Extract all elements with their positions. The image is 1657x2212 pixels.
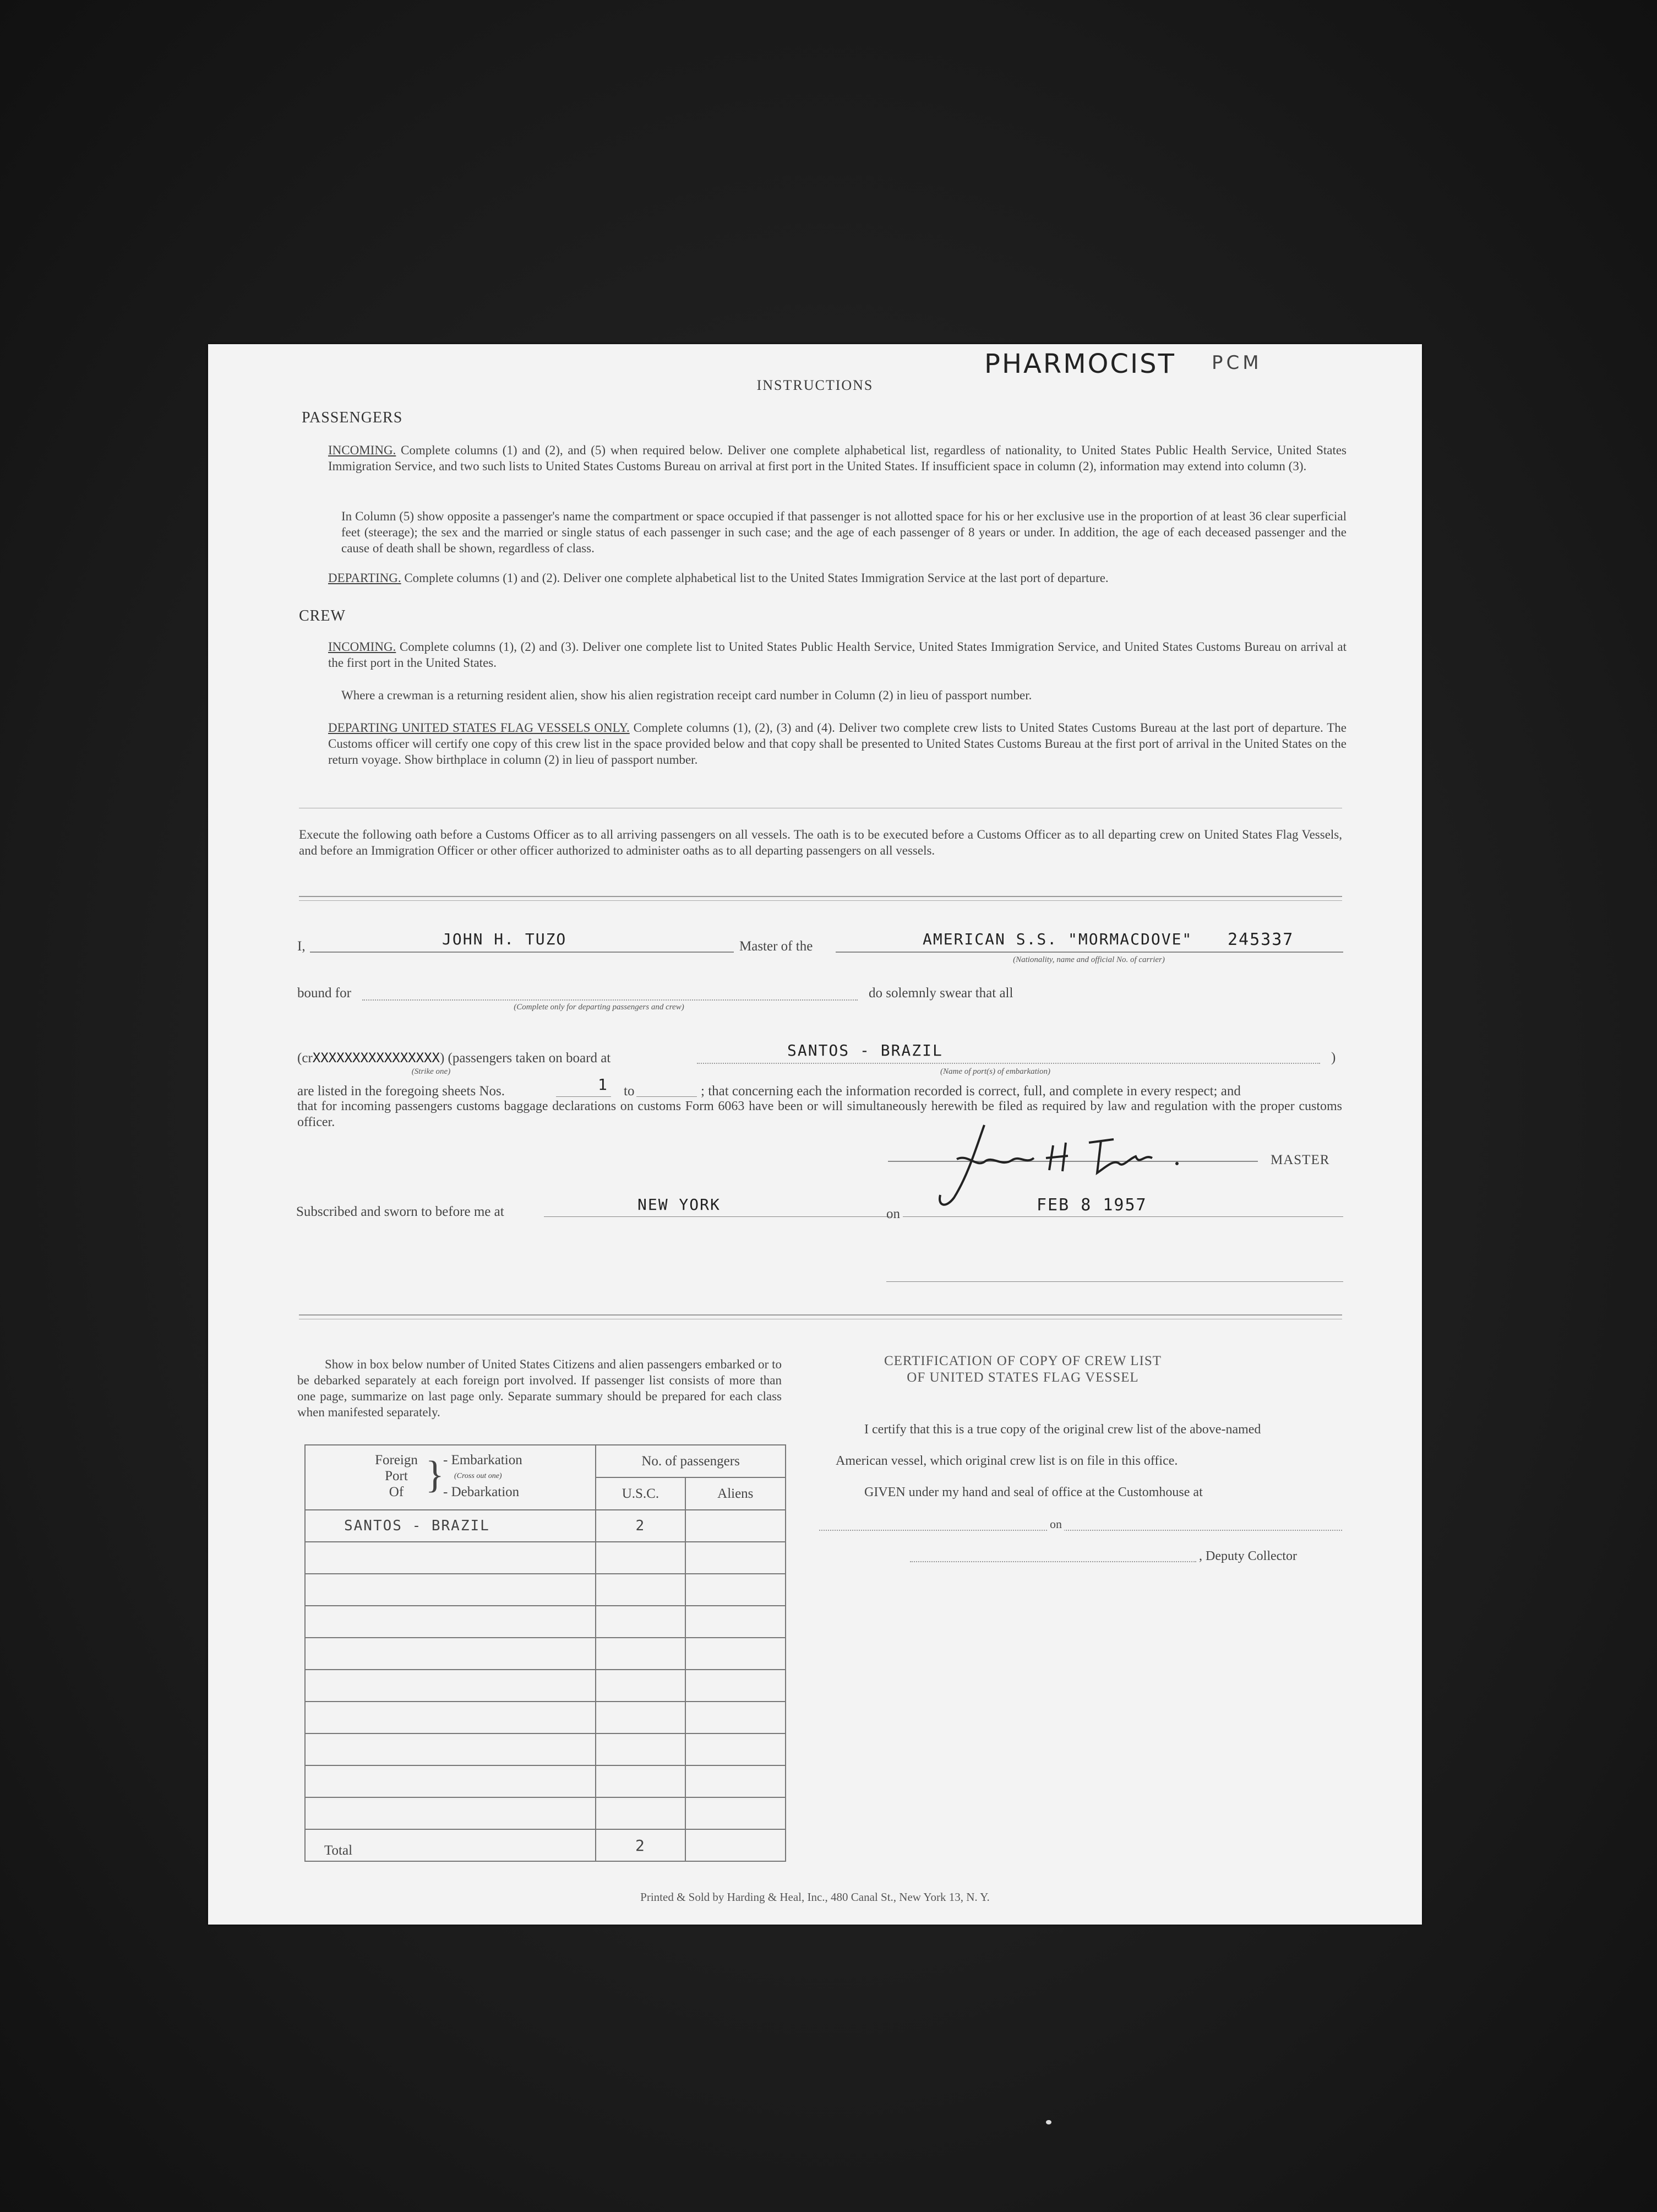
crew-incoming-paragraph <box>328 639 1347 671</box>
cert-on-label: on <box>1048 1517 1064 1531</box>
master-label: MASTER <box>1271 1153 1330 1167</box>
crew-passengers-line <box>297 1050 611 1066</box>
embarkation-label: - Embarkation <box>443 1453 522 1468</box>
port-cell <box>305 1733 596 1765</box>
aliens-cell <box>685 1510 786 1542</box>
scan-speck <box>1046 2120 1051 2124</box>
certification-title <box>803 1353 1243 1386</box>
port-label: Port <box>385 1469 408 1483</box>
total-aliens <box>685 1829 786 1861</box>
column5-paragraph: In Column (5) show opposite a passenger's name the compartment or space occupied if that passenger is not allotted space for his or her exclusive use in the proportion of at least 36 clear superficial feet (steerage); the sex and the married or single status of each passenger in such case; and the age of each passenger of 8 years or under. In addition, the age of each deceased passenger and the cause of death shall be shown, regardless of class. <box>341 509 1347 555</box>
closing-paren: ) <box>1331 1050 1336 1065</box>
listed-text-3: that for incoming passengers customs baggage declarations on customs Form 6063 have been or will simultaneously herewith be filed as required by law and regulation with the proper customs officer. <box>297 1099 1342 1129</box>
port-cell <box>305 1670 596 1702</box>
foreign-label: Foreign <box>375 1453 418 1468</box>
flag-vessels-paragraph <box>328 720 1347 768</box>
customhouse-line <box>819 1530 1342 1531</box>
total-row <box>305 1829 786 1861</box>
table-row <box>305 1542 786 1574</box>
sworn-date-line <box>903 1216 1343 1217</box>
passengers-incoming-paragraph <box>328 442 1347 474</box>
no-of-passengers-header: No. of passengers <box>596 1445 786 1477</box>
aliens-cell <box>685 1542 786 1574</box>
aliens-cell <box>685 1765 786 1797</box>
debarkation-label: - Debarkation <box>443 1485 520 1499</box>
official-number: 245337 <box>1228 930 1294 949</box>
sworn-place-line <box>544 1216 891 1217</box>
flag-vessels-text: Complete columns (1), (2), (3) and (4). Deliver two complete crew lists to United States Customs Bureau at the last port of departure. The Customs officer will certify one copy of this crew list in the space provided below and that copy shall be presented to United States Customs Bureau at the first port of arrival in the United States on the return voyage. Show birthplace in column (2) in lieu of passport number. <box>328 721 1347 767</box>
certification-title-line1: CERTIFICATION OF COPY OF CREW LIST <box>884 1354 1162 1368</box>
usc-cell <box>596 1542 685 1574</box>
brace-icon: } <box>426 1454 444 1496</box>
i-label: I, <box>297 939 306 954</box>
table-row <box>305 1765 786 1797</box>
sheet-from-line <box>556 1096 611 1097</box>
port-cell <box>305 1797 596 1829</box>
crewman-paragraph: Where a crewman is a returning resident alien, show his alien registration receipt card number in Column (2) in lieu of passport number. <box>341 688 1032 702</box>
aliens-cell <box>685 1606 786 1638</box>
table-row <box>305 1670 786 1702</box>
vessel-name: AMERICAN S.S. "MORMACDOVE" <box>923 930 1193 948</box>
certification-title-line2: OF UNITED STATES FLAG VESSEL <box>907 1370 1139 1385</box>
incoming-label: INCOMING. <box>328 443 396 457</box>
embarkation-port-line <box>697 1063 1320 1064</box>
usc-cell <box>596 1574 685 1606</box>
table-row <box>305 1638 786 1670</box>
aliens-cell <box>685 1670 786 1702</box>
deputy-collector-line <box>910 1561 1196 1562</box>
summary-rows <box>305 1510 786 1829</box>
vessel-caption: (Nationality, name and official No. of carrier) <box>1013 955 1165 964</box>
instructions-title: INSTRUCTIONS <box>756 377 874 393</box>
aliens-cell <box>685 1702 786 1733</box>
handwritten-note: PHARMOCIST <box>984 349 1176 379</box>
port-cell <box>305 1542 596 1574</box>
crew-heading: CREW <box>299 607 346 624</box>
summary-instructions: Show in box below number of United States Citizens and alien passengers embarked or to be debarked separately at each foreign port involved. If passenger list consists of more than one page, summarize on last page only. Separate summary should be prepared for each class when manifested separately. <box>297 1357 782 1419</box>
printer-footer: Printed & Sold by Harding & Heal, Inc., 480 Canal St., New York 13, N. Y. <box>640 1890 990 1904</box>
incoming-text: Complete columns (1) and (2), and (5) when required below. Deliver one complete alphabetical list, regardless of nationality, to United States Public Health Service, United States Immigration Service, and two such lists to United States Customs Bureau on arrival at first port in the United States. If insufficient space in column (2), information may extend into column (3). <box>328 443 1347 473</box>
bound-for-caption: (Complete only for departing passengers and crew) <box>514 1003 684 1012</box>
aliens-cell <box>685 1574 786 1606</box>
aliens-cell <box>685 1733 786 1765</box>
deputy-collector-label: , Deputy Collector <box>1199 1549 1297 1563</box>
document-page <box>208 344 1422 1925</box>
officer-signature-line <box>886 1281 1343 1282</box>
listed-text-2: ; that concerning each the information recorded is correct, full, and complete in every respect; and <box>701 1084 1241 1099</box>
crew-struck-out: XXXXXXXXXXXXXXXX <box>312 1050 440 1066</box>
of-label: Of <box>389 1485 404 1499</box>
to-label: to <box>624 1084 635 1099</box>
usc-cell: 2 <box>596 1510 685 1542</box>
embarkation-port: SANTOS - BRAZIL <box>787 1041 943 1059</box>
section-rule-top <box>299 1314 1342 1316</box>
port-cell: SANTOS - BRAZIL <box>305 1510 596 1542</box>
bound-for-label: bound for <box>297 986 351 1001</box>
table-row <box>305 1733 786 1765</box>
port-cell <box>305 1574 596 1606</box>
usc-cell <box>596 1638 685 1670</box>
usc-cell <box>596 1733 685 1765</box>
subscribed-label: Subscribed and sworn to before me at <box>296 1204 504 1219</box>
table-row <box>305 1606 786 1638</box>
vessel-line <box>836 952 1343 953</box>
listed-text-1: are listed in the foregoing sheets Nos. <box>297 1084 505 1099</box>
table-row <box>305 1702 786 1733</box>
double-rule-bottom <box>299 900 1342 901</box>
table-row <box>305 1510 786 1542</box>
aliens-cell <box>685 1638 786 1670</box>
port-caption: (Name of port(s) of embarkation) <box>940 1067 1050 1076</box>
passengers-departing-paragraph <box>328 570 1347 586</box>
table-row <box>305 1574 786 1606</box>
port-cell <box>305 1765 596 1797</box>
oath-intro-paragraph: Execute the following oath before a Customs Officer as to all arriving passengers on all vessels. The oath is to be executed before a Customs Officer as to all departing crew on United States Flag Vessels, and before an Immigration Officer or other officer authorized to administer oaths as to all departing passengers on all vessels. <box>299 828 1342 857</box>
sheet-from: 1 <box>598 1075 608 1094</box>
foreign-port-header <box>305 1445 596 1510</box>
flag-vessels-label: DEPARTING UNITED STATES FLAG VESSELS ONLY. <box>328 721 630 735</box>
on-label: on <box>886 1206 900 1221</box>
double-rule-top <box>299 896 1342 897</box>
certify-text-1: I certify that this is a true copy of the original crew list of the above-named <box>864 1422 1261 1437</box>
usc-cell <box>596 1670 685 1702</box>
total-usc: 2 <box>596 1829 685 1861</box>
usc-cell <box>596 1797 685 1829</box>
swear-text: do solemnly swear that all <box>869 986 1013 1001</box>
port-cell <box>305 1638 596 1670</box>
cross-out-label: (Cross out one) <box>454 1472 502 1480</box>
usc-header: U.S.C. <box>596 1477 685 1510</box>
sworn-date: FEB 8 1957 <box>1037 1195 1147 1215</box>
port-cell <box>305 1702 596 1733</box>
strike-caption: (Strike one) <box>411 1067 451 1076</box>
usc-cell <box>596 1765 685 1797</box>
port-cell <box>305 1606 596 1638</box>
crew-incoming-label: INCOMING. <box>328 640 396 654</box>
certify-text-2: American vessel, which original crew list is on file in this office. <box>836 1454 1178 1468</box>
departing-text: Complete columns (1) and (2). Deliver one complete alphabetical list to the United States Immigration Service at the last port of departure. <box>404 571 1109 585</box>
bound-for-line <box>362 999 858 1001</box>
crew-prefix: (cr <box>297 1051 313 1066</box>
table-row <box>305 1797 786 1829</box>
usc-cell <box>596 1606 685 1638</box>
departing-label: DEPARTING. <box>328 571 401 585</box>
given-text: GIVEN under my hand and seal of office at the Customhouse at <box>864 1485 1203 1499</box>
master-name-line <box>310 952 734 953</box>
sworn-place: NEW YORK <box>637 1195 721 1214</box>
crew-incoming-text: Complete columns (1), (2) and (3). Deliver one complete list to United States Public Health Service, United States Immigration Service, and United States Customs Bureau on arrival at the first port in the United States. <box>328 640 1347 670</box>
passengers-text: ) (passengers taken on board at <box>439 1051 611 1066</box>
passengers-heading: PASSENGERS <box>302 409 403 426</box>
handwritten-initials: PCM <box>1212 352 1262 374</box>
usc-cell <box>596 1702 685 1733</box>
passenger-summary-table <box>304 1444 786 1862</box>
aliens-cell <box>685 1797 786 1829</box>
sheet-to-line <box>636 1096 697 1097</box>
aliens-header: Aliens <box>685 1477 786 1510</box>
master-of-label: Master of the <box>739 939 813 954</box>
total-label: Total <box>305 1829 596 1861</box>
master-name: JOHN H. TUZO <box>442 930 567 948</box>
